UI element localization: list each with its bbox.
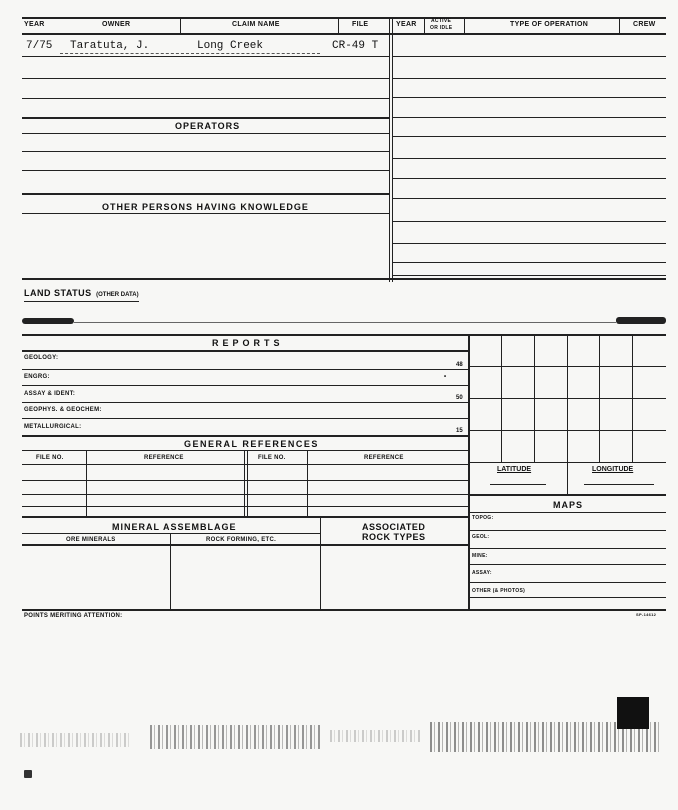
- gen-ref-reference-1: REFERENCE: [144, 455, 184, 461]
- associated-rock-types-1: ASSOCIATED: [362, 522, 426, 532]
- report-engrg-num: •: [444, 374, 447, 380]
- longitude-label: LONGITUDE: [592, 466, 634, 473]
- col-crew: CREW: [633, 21, 656, 28]
- map-geol: GEOL:: [472, 534, 490, 540]
- associated-rock-types-2: ROCK TYPES: [362, 532, 426, 542]
- report-geology-num: 48: [456, 362, 463, 368]
- col-claim-name: CLAIM NAME: [232, 21, 280, 28]
- entry-owner: Taratuta, J.: [70, 40, 150, 52]
- report-assay: ASSAY & IDENT:: [24, 391, 76, 397]
- mineral-assemblage-title: MINERAL ASSEMBLAGE: [112, 522, 237, 532]
- report-metallurgical: METALLURGICAL:: [24, 424, 82, 430]
- other-persons-title: OTHER PERSONS HAVING KNOWLEDGE: [102, 202, 309, 212]
- map-mine: MINE:: [472, 553, 488, 559]
- report-metallurgical-num: 15: [456, 428, 463, 434]
- gen-ref-reference-2: REFERENCE: [364, 455, 404, 461]
- report-assay-num: 50: [456, 395, 463, 401]
- land-status-sub: (OTHER DATA): [96, 292, 139, 298]
- gen-ref-file-no-2: FILE NO.: [258, 455, 286, 461]
- latitude-label: LATITUDE: [497, 466, 532, 473]
- maps-title: MAPS: [553, 500, 584, 510]
- report-engrg: ENGRG:: [24, 374, 50, 380]
- report-geology: GEOLOGY:: [24, 355, 59, 361]
- form-code: SP-14612: [636, 612, 657, 617]
- col-year-2: YEAR: [396, 21, 417, 28]
- reports-title: REPORTS: [212, 338, 284, 348]
- gen-ref-file-no-1: FILE NO.: [36, 455, 64, 461]
- entry-file: CR-49 T: [332, 40, 379, 52]
- points-title: POINTS MERITING ATTENTION:: [24, 613, 123, 619]
- report-geophys: GEOPHYS. & GEOCHEM:: [24, 407, 102, 413]
- map-other: OTHER (& PHOTOS): [472, 588, 526, 594]
- land-status-title: LAND STATUS: [24, 288, 92, 298]
- rock-forming-col: ROCK FORMING, ETC.: [206, 537, 277, 543]
- map-assay: ASSAY:: [472, 570, 492, 576]
- col-active-top: ACTIVE: [431, 18, 452, 24]
- ore-minerals-col: ORE MINERALS: [66, 537, 116, 543]
- col-owner: OWNER: [102, 21, 131, 28]
- col-active-bottom: OR IDLE: [430, 25, 453, 31]
- operators-title: OPERATORS: [175, 121, 241, 131]
- col-year: YEAR: [24, 21, 45, 28]
- general-references-title: GENERAL REFERENCES: [184, 439, 319, 449]
- entry-year: 7/75: [26, 40, 53, 52]
- entry-claim-name: Long Creek: [197, 40, 264, 52]
- col-type-of-operation: TYPE OF OPERATION: [510, 21, 589, 28]
- map-topog: TOPOG:: [472, 515, 494, 521]
- col-file: FILE: [352, 21, 369, 28]
